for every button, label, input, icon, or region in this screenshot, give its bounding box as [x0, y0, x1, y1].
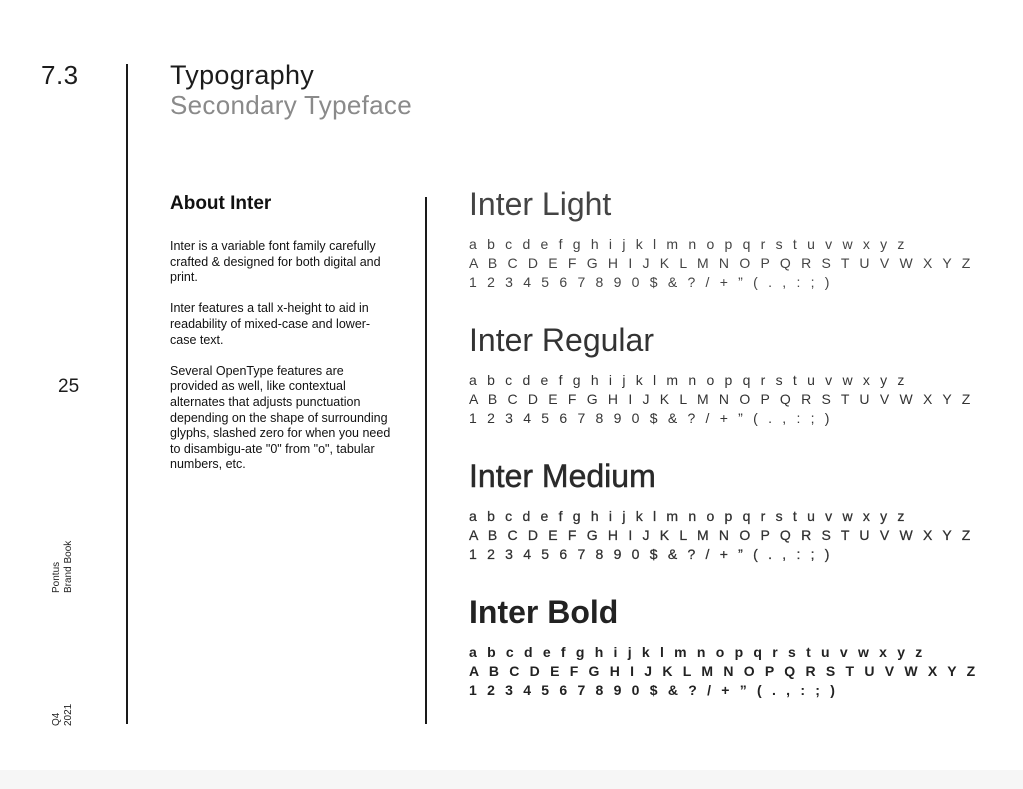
date-label [51, 704, 75, 726]
sample-name: Inter Regular [469, 322, 654, 358]
about-heading: About Inter [170, 193, 272, 214]
book-label-line2: Brand Book [63, 540, 74, 593]
sample-name: Inter Bold [469, 594, 619, 630]
book-label-line1: Pontus [51, 561, 62, 593]
glyph-uppercase: A B C D E F G H I J K L M N O P Q R S T U V W X Y Z [469, 527, 974, 543]
about-paragraph-1: Inter is a variable font family carefully crafted & designed for both digital and print. [170, 239, 381, 285]
glyph-lowercase: a b c d e f g h i j k l m n o p q r s t u v w x y z [469, 236, 908, 252]
sample-inter-regular [469, 322, 973, 428]
glyph-numerals: 1 2 3 4 5 6 7 8 9 0 $ & ? / + ” ( . , : ; ) [469, 682, 839, 698]
section-number: 7.3 [41, 60, 79, 90]
glyph-numerals: 1 2 3 4 5 6 7 8 9 0 $ & ? / + ” ( . , : ; ) [469, 546, 833, 562]
about-paragraph-3: Several OpenType features are provided as well, like contextual alternates that adjusts punctuation depending on the shape of surrounding glyphs, slashed zero for when you need to disambigu-ate "0" from "o", tabular numbers, etc. [170, 363, 391, 472]
sample-inter-bold [469, 594, 978, 700]
glyph-uppercase: A B C D E F G H I J K L M N O P Q R S T U V W X Y Z [469, 255, 974, 271]
glyph-uppercase: A B C D E F G H I J K L M N O P Q R S T U V W X Y Z [469, 663, 979, 679]
glyph-set [469, 235, 973, 292]
glyph-set [469, 507, 973, 564]
page-number: 25 [58, 376, 80, 397]
sample-inter-light [469, 186, 973, 292]
glyph-lowercase: a b c d e f g h i j k l m n o p q r s t u v w x y z [469, 644, 926, 660]
sample-inter-medium [469, 458, 973, 564]
sample-name: Inter Medium [469, 458, 656, 494]
glyph-lowercase: a b c d e f g h i j k l m n o p q r s t u v w x y z [469, 372, 908, 388]
sample-name: Inter Light [469, 186, 612, 222]
glyph-set [469, 371, 973, 428]
date-label-line2: 2021 [63, 703, 74, 726]
about-body [170, 239, 395, 489]
page-title: Typography [170, 60, 315, 90]
page-subtitle: Secondary Typeface [170, 90, 412, 120]
glyph-set [469, 643, 978, 700]
glyph-lowercase: a b c d e f g h i j k l m n o p q r s t u v w x y z [469, 508, 908, 524]
center-divider [425, 197, 427, 724]
date-label-line1: Q4 [51, 712, 62, 726]
glyph-numerals: 1 2 3 4 5 6 7 8 9 0 $ & ? / + ” ( . , : ; ) [469, 274, 833, 290]
book-label [51, 541, 75, 593]
glyph-numerals: 1 2 3 4 5 6 7 8 9 0 $ & ? / + ” ( . , : ; ) [469, 410, 833, 426]
glyph-uppercase: A B C D E F G H I J K L M N O P Q R S T U V W X Y Z [469, 391, 974, 407]
about-paragraph-2: Inter features a tall x-height to aid in readability of mixed-case and lower-case text. [170, 301, 371, 347]
bottom-band [0, 770, 1023, 789]
left-divider [126, 64, 128, 724]
